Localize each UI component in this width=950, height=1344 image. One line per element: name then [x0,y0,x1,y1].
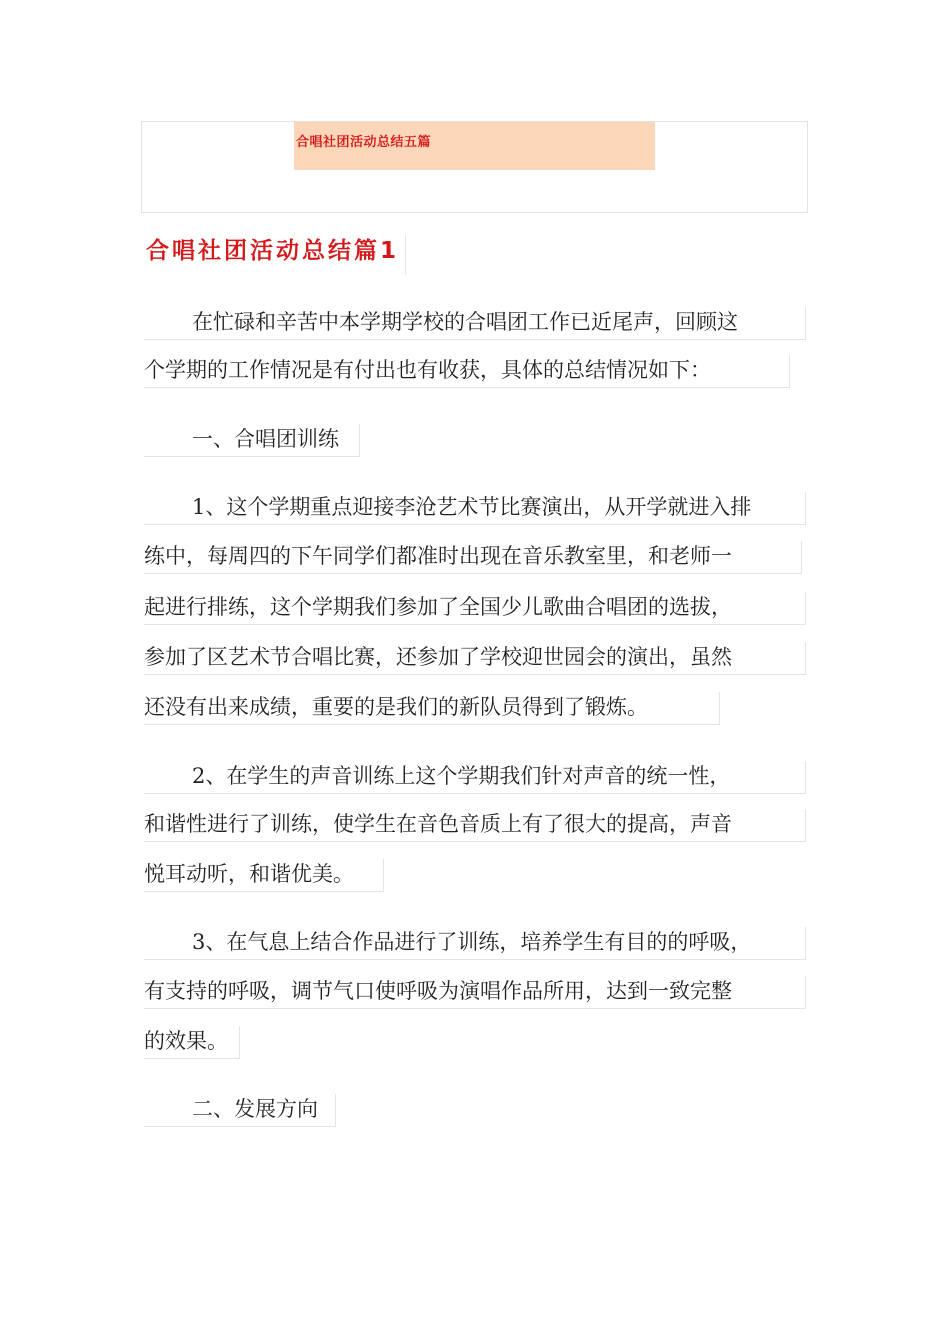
paragraph-line: 个学期的工作情况是有付出也有收获，具体的总结情况如下： [144,355,790,388]
paragraph-line: 在忙碌和辛苦中本学期学校的合唱团工作已近尾声，回顾这 [144,307,806,340]
paragraph-line: 和谐性进行了训练，使学生在音色音质上有了很大的提高，声音 [144,809,806,842]
subsection-heading: 一、合唱团训练 [144,424,360,457]
paragraph-line: 2、在学生的声音训练上这个学期我们针对声音的统一性， [144,761,806,794]
paragraph-line: 3、在气息上结合作品进行了训练，培养学生有目的的呼吸， [144,927,806,960]
paragraph-line: 悦耳动听，和谐优美。 [144,859,384,892]
paragraph-line: 1、这个学期重点迎接李沧艺术节比赛演出，从开学就进入排 [144,492,806,525]
paragraph-line: 的效果。 [144,1026,240,1059]
paragraph-line: 起进行排练，这个学期我们参加了全国少儿歌曲合唱团的选拔， [144,592,806,625]
section-heading: 合唱社团活动总结篇1 [146,235,406,275]
subsection-heading: 二、发展方向 [144,1094,336,1127]
paragraph-line: 参加了区艺术节合唱比赛，还参加了学校迎世园会的演出，虽然 [144,642,806,675]
paragraph-line: 练中，每周四的下午同学们都准时出现在音乐教室里，和老师一 [144,541,802,574]
paragraph-line: 还没有出来成绩，重要的是我们的新队员得到了锻炼。 [144,692,720,725]
document-title: 合唱社团活动总结五篇 [296,135,432,150]
paragraph-line: 有支持的呼吸，调节气口使呼吸为演唱作品所用，达到一致完整 [144,976,806,1009]
